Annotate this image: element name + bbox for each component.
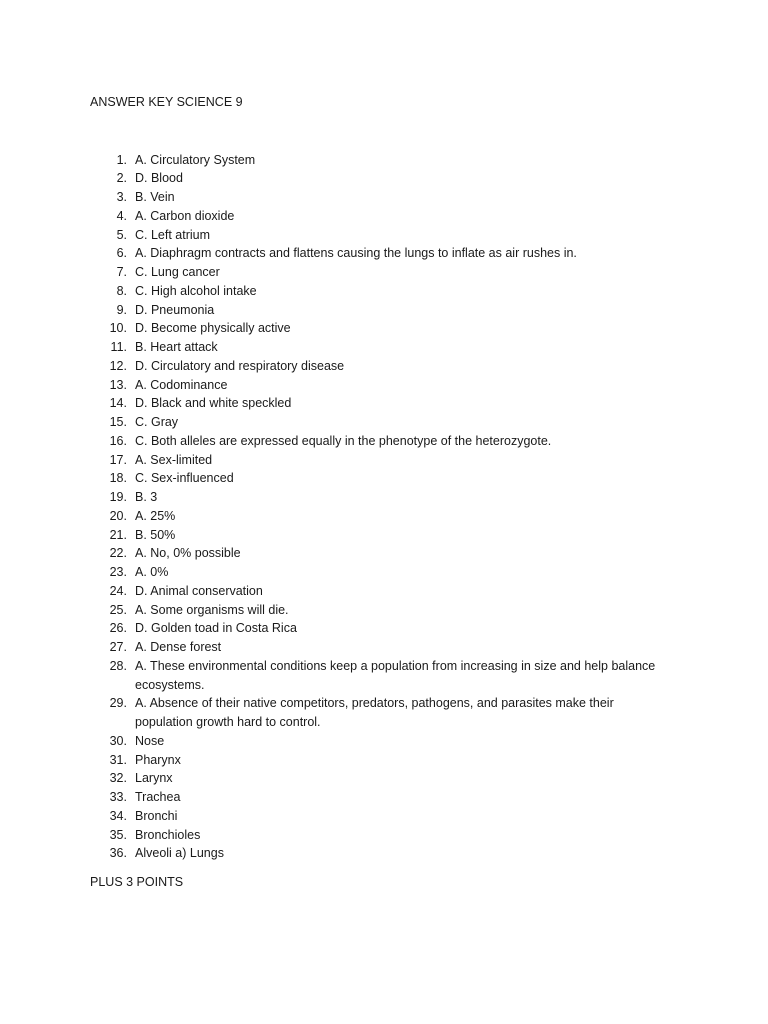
answer-item	[0, 657, 768, 695]
bonus-points-note: PLUS 3 POINTS	[90, 875, 184, 889]
answer-number: 25.	[109, 602, 127, 617]
answer-text: B. Vein	[135, 190, 175, 204]
answer-text: A. Some organisms will die.	[135, 602, 289, 617]
answer-text: A. These environmental conditions keep a population from increasing in size and help balance ecosystems.	[135, 658, 656, 692]
answer-number: 4.	[116, 208, 127, 223]
answer-number: 32.	[109, 771, 127, 786]
answer-number: 23.	[109, 565, 127, 579]
answer-text: C. Lung cancer	[135, 265, 220, 279]
answer-number: 12.	[109, 358, 127, 373]
answer-text: A. Dense forest	[135, 640, 222, 654]
answer-text: C. Left atrium	[135, 227, 211, 242]
answer-item	[0, 769, 768, 788]
answer-number: 36.	[109, 846, 127, 861]
answer-text: B. Heart attack	[135, 340, 218, 354]
answer-number: 28.	[109, 658, 127, 673]
answer-number: 20.	[109, 508, 127, 523]
answer-text: A. Absence of their native competitors, predators, pathogens, and parasites make their population growth hard to control.	[135, 696, 614, 729]
answer-number: 15.	[109, 415, 127, 429]
answer-text: Pharynx	[135, 752, 181, 767]
answer-number: 21.	[109, 527, 127, 542]
answer-item	[0, 526, 768, 545]
answer-item	[0, 844, 768, 863]
answer-number: 19.	[109, 490, 127, 504]
answer-text: B. 50%	[135, 527, 176, 542]
answer-number: 8.	[116, 283, 127, 298]
answer-text: D. Become physically active	[135, 321, 291, 336]
answer-text: Bronchioles	[135, 827, 201, 842]
answer-number: 18.	[109, 471, 127, 486]
answer-number: 24.	[109, 583, 127, 598]
answer-item	[0, 751, 768, 770]
answer-item	[0, 338, 768, 357]
answer-item	[0, 413, 768, 432]
answer-item	[0, 226, 768, 245]
answer-text: Nose	[135, 733, 165, 748]
answer-text: D. Pneumonia	[135, 302, 215, 317]
answer-item	[0, 807, 768, 826]
document-title: ANSWER KEY SCIENCE 9	[90, 95, 243, 109]
answer-text: C. High alcohol intake	[135, 283, 257, 298]
answer-item	[0, 169, 768, 188]
answer-item	[0, 619, 768, 638]
answer-text: A. Carbon dioxide	[135, 208, 235, 223]
answer-number: 6.	[116, 246, 127, 261]
answer-item	[0, 188, 768, 207]
answer-number: 5.	[116, 227, 127, 242]
answer-item	[0, 282, 768, 301]
answer-item	[0, 432, 768, 451]
answer-number: 33.	[109, 790, 127, 804]
answer-item	[0, 544, 768, 563]
answer-number: 14.	[109, 396, 127, 411]
answer-number: 7.	[116, 265, 127, 279]
answer-item	[0, 788, 768, 807]
answer-number: 27.	[109, 640, 127, 654]
answer-text: D. Blood	[135, 171, 183, 186]
answer-text: A. Diaphragm contracts and flattens causing the lungs to inflate as air rushes in.	[135, 246, 577, 261]
answer-item	[0, 319, 768, 338]
answer-text: D. Animal conservation	[135, 583, 263, 598]
answer-number: 29.	[109, 696, 127, 711]
answer-text: C. Both alleles are expressed equally in the phenotype of the heterozygote.	[135, 433, 552, 448]
answer-text: A. No, 0% possible	[135, 546, 241, 561]
answer-number: 31.	[109, 752, 127, 767]
answer-item	[0, 376, 768, 395]
answer-number: 22.	[109, 546, 127, 561]
answer-text: A. 0%	[135, 565, 169, 579]
answer-item	[0, 582, 768, 601]
answer-item	[0, 507, 768, 526]
answer-item	[0, 301, 768, 320]
answer-number: 1.	[116, 152, 127, 167]
answer-item	[0, 601, 768, 620]
answer-text: Alveoli a) Lungs	[135, 846, 224, 861]
answer-item	[0, 151, 768, 170]
answer-number: 26.	[109, 621, 127, 636]
answer-text: D. Circulatory and respiratory disease	[135, 358, 345, 373]
answer-text: A. 25%	[135, 508, 176, 523]
answer-item	[0, 451, 768, 470]
answer-number: 2.	[116, 171, 127, 186]
answer-text: A. Circulatory System	[135, 152, 256, 167]
answer-item	[0, 638, 768, 657]
answer-item	[0, 469, 768, 488]
answer-text: Trachea	[135, 790, 181, 804]
answer-text: C. Sex-influenced	[135, 471, 234, 486]
answer-item	[0, 563, 768, 582]
answer-item	[0, 263, 768, 282]
answer-number: 9.	[116, 302, 127, 317]
answer-text: C. Gray	[135, 415, 179, 429]
answer-item	[0, 207, 768, 226]
answer-number: 13.	[109, 377, 127, 392]
answer-number: 10.	[109, 321, 127, 336]
answer-item	[0, 244, 768, 263]
answer-number: 34.	[109, 808, 127, 823]
answer-text: Larynx	[135, 771, 173, 786]
answer-number: 30.	[109, 733, 127, 748]
answer-text: Bronchi	[135, 808, 178, 823]
answer-text: D. Golden toad in Costa Rica	[135, 621, 297, 636]
answer-item	[0, 394, 768, 413]
answer-text: A. Sex-limited	[135, 452, 213, 467]
answer-item	[0, 488, 768, 507]
answer-item	[0, 826, 768, 845]
answer-item	[0, 732, 768, 751]
answer-item	[0, 694, 768, 732]
answer-number: 16.	[109, 433, 127, 448]
answer-item	[0, 357, 768, 376]
answer-number: 3.	[116, 190, 127, 204]
answer-text: D. Black and white speckled	[135, 396, 292, 411]
answer-number: 35.	[109, 827, 127, 842]
answer-number: 17.	[109, 452, 127, 467]
answer-text: A. Codominance	[135, 377, 228, 392]
answer-text: B. 3	[135, 490, 158, 504]
answer-number: 11.	[110, 340, 127, 354]
answer-list	[0, 151, 768, 864]
